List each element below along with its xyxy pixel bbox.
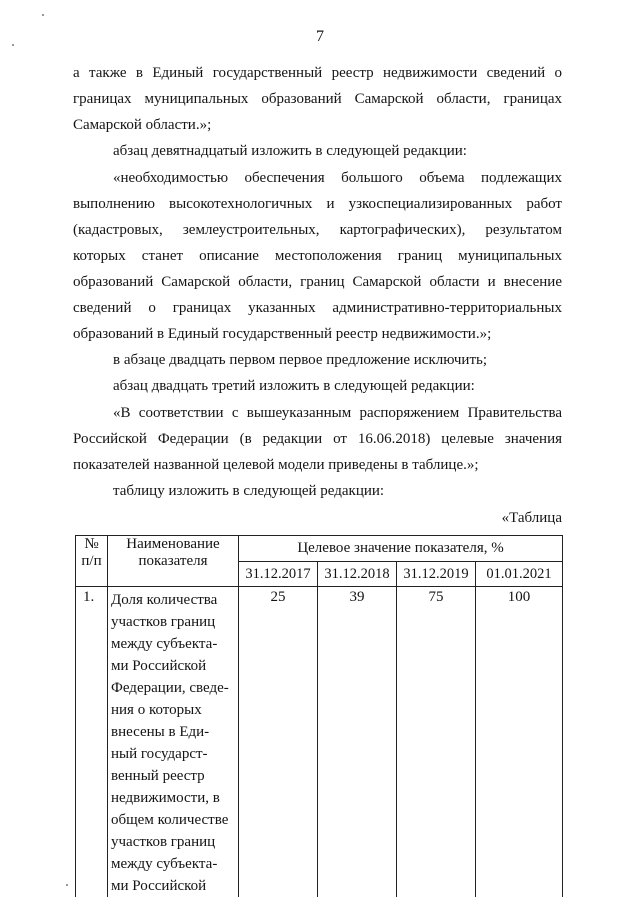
table-row <box>76 587 563 898</box>
header-date-2017: 31.12.2017 <box>239 562 318 587</box>
indicator-line: Доля количества <box>111 592 218 608</box>
indicator-line: Федерации, сведе- <box>111 680 229 696</box>
table-caption: «Таблица <box>501 510 562 526</box>
header-number-line2: п/п <box>81 553 102 569</box>
scan-mark <box>42 14 44 16</box>
value-2019: 75 <box>397 587 476 898</box>
header-indicator-name: Наименование показателя <box>108 536 239 587</box>
indicator-line: между субъекта- <box>111 856 218 872</box>
row-number: 1. <box>76 587 108 898</box>
indicator-line: ния о которых <box>111 702 202 718</box>
value-2018: 39 <box>318 587 397 898</box>
indicator-line: общем количестве <box>111 812 229 828</box>
page-number: 7 <box>316 28 324 45</box>
indicator-line: внесены в Еди- <box>111 724 210 740</box>
paragraph-7: таблицу изложить в следующей редакции: <box>113 483 385 499</box>
indicator-line: ми Российской <box>111 878 207 894</box>
indicator-line: между субъекта- <box>111 636 218 652</box>
indicator-line: венный реестр <box>111 768 205 784</box>
paragraph-1: а также в Единый государственный реестр недвижимости сведений о границах муниципальных образований Самарской области, границах Самарской области.»; <box>73 65 562 133</box>
indicator-line: ный государст- <box>111 746 208 762</box>
paragraph-5: абзац двадцать третий изложить в следующей редакции: <box>113 378 475 394</box>
paragraph-6: «В соответствии с вышеуказанным распоряжением Правительства Российской Федерации (в редакции от 16.06.2018) целевые значения показателей названной целевой модели приведены в таблице.»; <box>73 405 562 473</box>
row-indicator-name <box>108 587 239 898</box>
paragraph-3: «необходимостью обеспечения большого объема подлежащих выполнению высокотехнологичных и узкоспециализированных работ (кадастровых, землеустроительных, картографических), результатом которых станет описание местоположения границ муниципальных образований Самарской области, границ Самарской области и внесение сведений о границах указанных административно-территориальных образований в Единый государственный реестр недвижимости.»; <box>73 170 562 342</box>
paragraph-2: абзац девятнадцатый изложить в следующей редакции: <box>113 143 467 159</box>
header-target-value: Целевое значение показателя, % <box>239 536 563 562</box>
indicator-line: недвижимости, в <box>111 790 220 806</box>
header-date-2018: 31.12.2018 <box>318 562 397 587</box>
header-date-2021: 01.01.2021 <box>476 562 563 587</box>
indicator-line: ми Российской <box>111 658 207 674</box>
header-number-line1: № <box>84 536 99 552</box>
value-2017: 25 <box>239 587 318 898</box>
scan-mark <box>66 884 68 886</box>
header-number <box>76 536 108 587</box>
indicator-line: участков границ <box>111 834 216 850</box>
value-2021: 100 <box>476 587 563 898</box>
target-values-table <box>75 535 563 897</box>
header-date-2019: 31.12.2019 <box>397 562 476 587</box>
paragraph-4: в абзаце двадцать первом первое предложение исключить; <box>113 352 488 368</box>
indicator-line: участков границ <box>111 614 216 630</box>
